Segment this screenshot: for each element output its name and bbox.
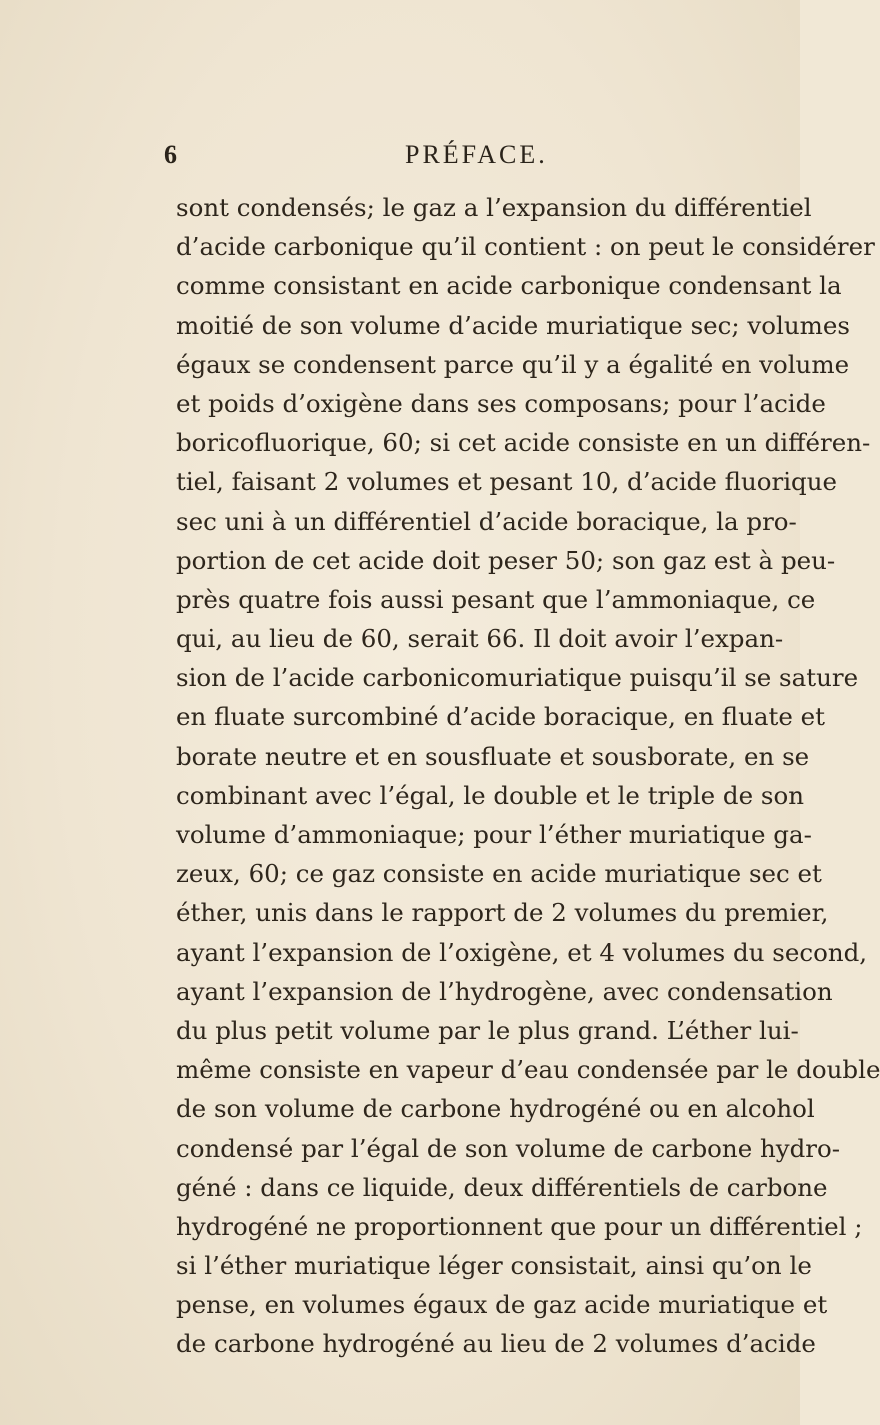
text-line: d’acide carbonique qu’il contient : on peut le considérer (176, 232, 875, 262)
text-line: sont condensés; le gaz a l’expansion du différentiel (176, 193, 812, 222)
text-line: en fluate surcombiné d’acide boracique, en fluate et (176, 702, 825, 732)
text-line: du plus petit volume par le plus grand. L’éther lui- (176, 1015, 799, 1045)
text-line: condensé par l’égal de son volume de carbone hydro- (176, 1133, 841, 1163)
text-line: et poids d’oxigène dans ses composans; pour l’acide (176, 388, 826, 418)
page-number: 6 (164, 140, 177, 169)
text-line: de carbone hydrogéné au lieu de 2 volumes d’acide (176, 1329, 816, 1359)
text-line: combinant avec l’égal, le double et le triple de son (176, 780, 804, 810)
text-line: moitié de son volume d’acide muriatique sec; volumes (176, 310, 850, 340)
text-line: volume d’ammoniaque; pour l’éther muriatique ga- (176, 820, 812, 849)
text-line: même consiste en vapeur d’eau condensée par le double (176, 1055, 880, 1085)
text-line: de son volume de carbone hydrogéné ou en alcohol (176, 1094, 815, 1124)
text-line: tiel, faisant 2 volumes et pesant 10, d’acide fluorique (176, 467, 838, 497)
body-text (176, 188, 880, 1364)
text-line: sec uni à un différentiel d’acide boracique, la pro- (176, 506, 797, 536)
text-line: sion de l’acide carbonicomuriatique puisqu’il se sature (176, 663, 859, 693)
text-line: hydrogéné ne proportionnent que pour un différentiel ; (176, 1211, 863, 1241)
text-line: près quatre fois aussi pesant que l’ammoniaque, ce (176, 584, 816, 614)
running-title: PRÉFACE. (405, 140, 548, 169)
text-line: pense, en volumes égaux de gaz acide muriatique et (176, 1290, 828, 1320)
text-line: égaux se condensent parce qu’il y a égalité en volume (176, 349, 850, 379)
text-line: ayant l’expansion de l’hydrogène, avec condensation (176, 976, 833, 1006)
text-line: boricofluorique, 60; si cet acide consiste en un différen- (176, 428, 871, 458)
text-line: comme consistant en acide carbonique condensant la (176, 271, 842, 301)
text-line: éther, unis dans le rapport de 2 volumes du premier, (176, 898, 829, 928)
text-line: borate neutre et en sousfluate et sousborate, en se (176, 741, 810, 771)
text-line: ayant l’expansion de l’oxigène, et 4 volumes du second, (176, 937, 868, 967)
text-line: si l’éther muriatique léger consistait, ainsi qu’on le (176, 1251, 812, 1281)
text-line: géné : dans ce liquide, deux différentiels de carbone (176, 1172, 828, 1202)
page-header (0, 136, 800, 176)
text-line: zeux, 60; ce gaz consiste en acide muriatique sec et (176, 859, 822, 889)
text-line: qui, au lieu de 60, serait 66. Il doit avoir l’expan- (176, 624, 784, 654)
text-line: portion de cet acide doit peser 50; son gaz est à peu- (176, 545, 836, 575)
